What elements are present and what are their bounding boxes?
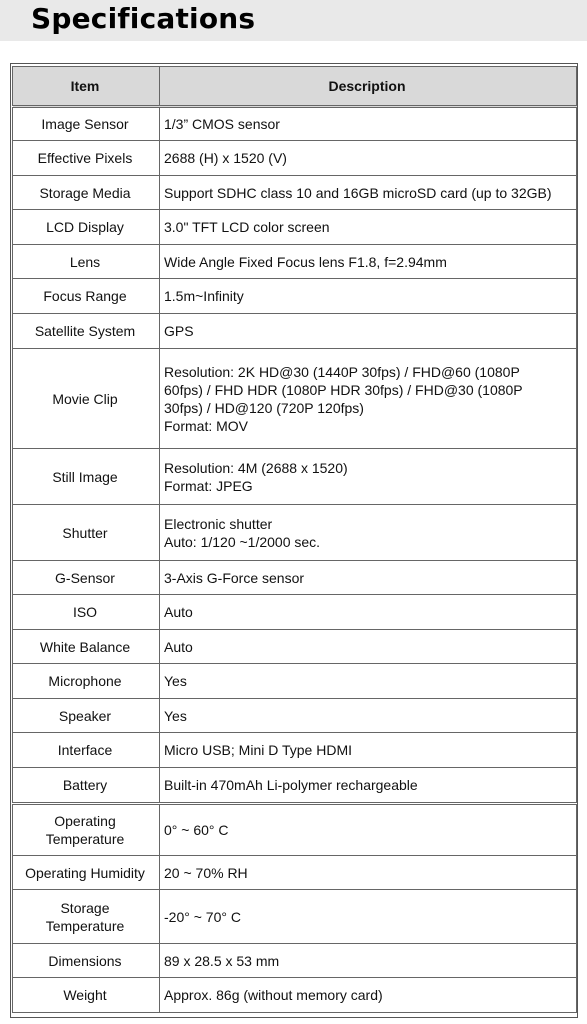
description-cell: [160, 804, 577, 856]
description-cell: [160, 944, 577, 978]
item-label: Movie Clip: [52, 390, 118, 407]
item-cell: [13, 141, 160, 176]
item-cell: [13, 176, 160, 210]
table-row: [13, 449, 577, 505]
item-cell: [13, 561, 160, 595]
description-cell: [160, 245, 577, 279]
table-row: [13, 890, 577, 944]
item-cell: [13, 505, 160, 561]
description-text: 3-Axis G-Force sensor: [164, 569, 305, 586]
table-row: [13, 630, 577, 664]
column-header-item: Item: [13, 67, 160, 107]
description-cell: [160, 733, 577, 768]
table-row: [13, 245, 577, 279]
item-label: Shutter: [62, 524, 108, 541]
description-cell: [160, 768, 577, 804]
item-label: Speaker: [58, 707, 112, 724]
description-cell: [160, 505, 577, 561]
table-row: [13, 279, 577, 314]
item-cell: [13, 890, 160, 944]
description-cell: [160, 210, 577, 245]
description-text: Auto: 1/120 ~1/2000 sec.: [164, 533, 321, 550]
description-cell: [160, 856, 577, 890]
item-label: Operating: [54, 813, 116, 829]
description-text: 2688 (H) x 1520 (V): [164, 150, 287, 166]
table-row: [13, 314, 577, 349]
description-text: 60fps) / FHD HDR (1080P HDR 30fps) / FHD@30 (1080P: [164, 381, 523, 398]
table-row: [13, 595, 577, 630]
spec-table-body: [13, 107, 577, 1013]
description-text: -20° ~ 70° C: [164, 908, 241, 925]
description-cell: [160, 279, 577, 314]
description-text: 0° ~ 60° C: [164, 822, 229, 838]
table-row: [13, 141, 577, 176]
item-cell: [13, 107, 160, 141]
description-text: Resolution: 4M (2688 x 1520): [164, 459, 348, 476]
item-cell: [13, 944, 160, 978]
table-row: [13, 210, 577, 245]
item-label: Storage Media: [39, 184, 131, 201]
item-cell: [13, 210, 160, 245]
item-label: Battery: [62, 777, 108, 793]
item-label: LCD Display: [46, 219, 124, 235]
table-row: [13, 733, 577, 768]
description-cell: [160, 978, 577, 1013]
description-text: 30fps) / HD@120 (720P 120fps): [164, 399, 364, 416]
item-label: White Balance: [39, 638, 131, 655]
item-label: Weight: [63, 987, 107, 1003]
description-text: Electronic shutter: [164, 515, 273, 532]
table-row: [13, 699, 577, 733]
description-cell: [160, 595, 577, 630]
description-text: Auto: [164, 604, 193, 620]
description-text: 1.5m~Infinity: [164, 288, 244, 304]
description-cell: [160, 141, 577, 176]
table-header-row: [13, 67, 577, 107]
description-text: GPS: [164, 323, 194, 339]
item-cell: [13, 856, 160, 890]
description-text: Auto: [164, 638, 193, 655]
description-cell: [160, 890, 577, 944]
item-label: Focus Range: [43, 288, 127, 304]
description-cell: [160, 664, 577, 699]
description-text: 3.0" TFT LCD color screen: [164, 219, 330, 235]
title-bar: [0, 0, 587, 41]
description-text: 1/3” CMOS sensor: [164, 116, 280, 132]
item-label: Temperature: [45, 917, 125, 934]
description-text: Yes: [164, 673, 187, 689]
item-cell: [13, 349, 160, 449]
table-row: [13, 107, 577, 141]
item-label: Still Image: [52, 468, 118, 485]
table-row: [13, 176, 577, 210]
item-cell: [13, 630, 160, 664]
item-label: Satellite System: [34, 323, 136, 339]
description-text: Format: MOV: [164, 417, 249, 434]
description-text: Yes: [164, 707, 187, 724]
description-text: Wide Angle Fixed Focus lens F1.8, f=2.94mm: [164, 253, 447, 270]
item-cell: [13, 768, 160, 804]
table-row: [13, 978, 577, 1013]
table-row: [13, 505, 577, 561]
description-text: 20 ~ 70% RH: [164, 864, 248, 881]
item-cell: [13, 314, 160, 349]
item-cell: [13, 245, 160, 279]
description-text: Built-in 470mAh Li-polymer rechargeable: [164, 777, 418, 793]
item-label: Lens: [69, 253, 101, 270]
description-text: Format: JPEG: [164, 477, 253, 494]
description-cell: [160, 107, 577, 141]
description-cell: [160, 314, 577, 349]
table-row: [13, 349, 577, 449]
description-cell: [160, 176, 577, 210]
spec-table: [12, 66, 577, 1013]
column-header-description: Description: [160, 67, 577, 107]
description-text: Support SDHC class 10 and 16GB microSD card (up to 32GB): [164, 184, 552, 201]
item-label: Microphone: [48, 673, 122, 689]
table-row: [13, 561, 577, 595]
item-cell: [13, 595, 160, 630]
table-row: [13, 768, 577, 804]
description-cell: [160, 630, 577, 664]
description-cell: [160, 449, 577, 505]
page-title: Specifications: [31, 2, 256, 35]
item-cell: [13, 699, 160, 733]
table-row: [13, 856, 577, 890]
item-label: Temperature: [45, 831, 125, 847]
table-row: [13, 664, 577, 699]
item-cell: [13, 733, 160, 768]
description-text: Approx. 86g (without memory card): [164, 987, 383, 1003]
description-text: Resolution: 2K HD@30 (1440P 30fps) / FHD@60 (1080P: [164, 363, 520, 380]
item-cell: [13, 449, 160, 505]
item-label: Interface: [57, 742, 113, 758]
table-row: [13, 804, 577, 856]
item-label: G-Sensor: [55, 569, 115, 586]
item-cell: [13, 978, 160, 1013]
item-label: Dimensions: [48, 952, 122, 969]
item-label: Image Sensor: [41, 116, 129, 132]
description-text: Micro USB; Mini D Type HDMI: [164, 742, 352, 758]
table-row: [13, 944, 577, 978]
item-cell: [13, 279, 160, 314]
description-cell: [160, 561, 577, 595]
item-label: Storage: [60, 899, 110, 916]
description-text: 89 x 28.5 x 53 mm: [164, 952, 280, 969]
item-cell: [13, 804, 160, 856]
description-cell: [160, 699, 577, 733]
item-cell: [13, 664, 160, 699]
item-label: Effective Pixels: [37, 150, 133, 166]
item-label: ISO: [72, 604, 98, 620]
item-label: Operating Humidity: [25, 864, 145, 881]
description-cell: [160, 349, 577, 449]
